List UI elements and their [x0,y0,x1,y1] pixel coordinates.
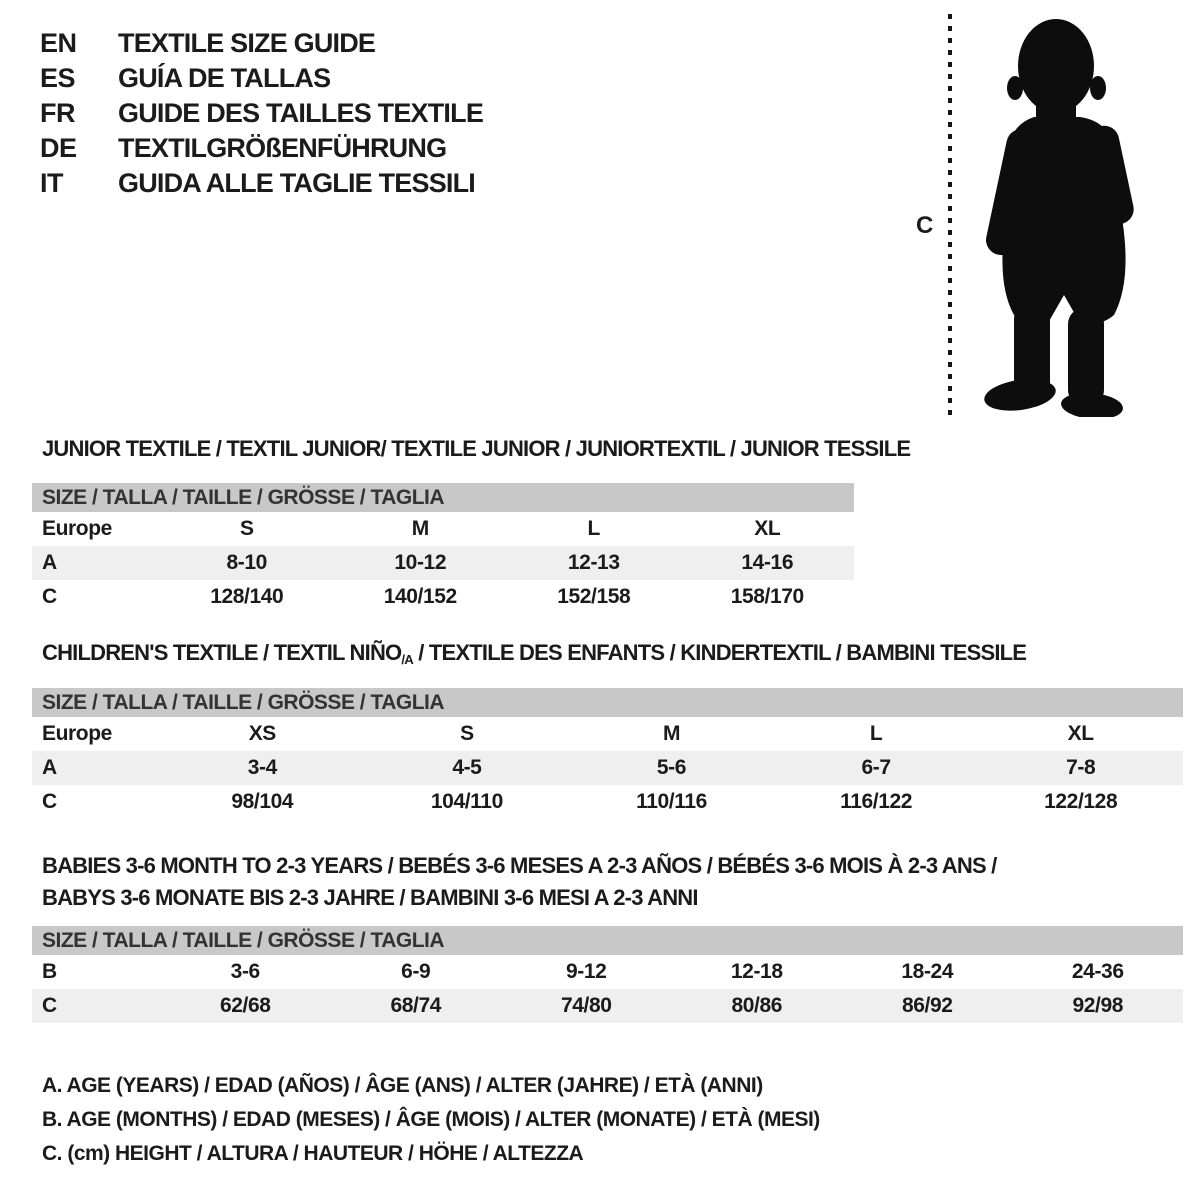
age-cell: 24-36 [1071,960,1124,983]
age-cell: 10-12 [394,551,447,574]
children-title-main: CHILDREN'S TEXTILE / TEXTIL NIÑO [42,640,402,665]
row-label-age-years: A [42,551,57,574]
height-cell: 152/158 [557,585,631,608]
height-cell: 140/152 [383,585,457,608]
age-cell: 6-9 [401,960,431,983]
measure-legend [42,1069,820,1171]
height-cell: 116/122 [840,790,913,813]
age-cell: 9-12 [566,960,607,983]
guide-title-es: GUÍA DE TALLAS [118,63,331,93]
age-cell: 18-24 [901,960,954,983]
age-cell: 12-13 [567,551,620,574]
age-cell: 3-6 [230,960,260,983]
language-row-it [40,166,483,201]
language-row-fr [40,96,483,131]
size-cell: S [239,517,254,540]
height-cell: 92/98 [1072,994,1124,1017]
height-cell: 110/116 [636,790,707,813]
language-code: ES [40,63,76,93]
table-row [32,546,854,580]
row-label-age-months: B [42,960,57,983]
guide-title-de: TEXTILGRÖßENFÜHRUNG [118,133,447,163]
language-code: FR [40,98,75,128]
babies-size-table [32,926,1183,1023]
language-code: IT [40,168,63,198]
height-cell: 74/80 [560,994,612,1017]
height-measure-label: C [916,212,934,239]
table-row [32,955,1183,989]
children-size-table [32,688,1183,819]
size-cell: XS [248,722,276,745]
height-cell: 86/92 [901,994,953,1017]
guide-title-en: TEXTILE SIZE GUIDE [118,28,376,58]
size-cell: L [587,517,600,540]
size-cell: XL [754,517,781,540]
toddler-silhouette-icon [962,13,1138,417]
age-cell: 12-18 [730,960,783,983]
guide-title-fr: GUIDE DES TAILLES TEXTILE [118,98,484,128]
height-cell: 122/128 [1044,790,1118,813]
children-title-rest: / TEXTILE DES ENFANTS / KINDERTEXTIL / BAMBINI TESSILE [412,640,1027,665]
junior-size-table [32,483,854,614]
children-size-header-bar: SIZE / TALLA / TAILLE / GRÖSSE / TAGLIA [32,688,1183,717]
junior-size-header-bar: SIZE / TALLA / TAILLE / GRÖSSE / TAGLIA [32,483,854,512]
row-label-age-years: A [42,756,57,779]
junior-section-title: JUNIOR TEXTILE / TEXTIL JUNIOR/ TEXTILE JUNIOR / JUNIORTEXTIL / JUNIOR TESSILE [42,436,911,461]
height-cell: 68/74 [390,994,442,1017]
guide-title-it: GUIDA ALLE TAGLIE TESSILI [118,168,475,198]
table-row [32,989,1183,1023]
table-row [32,751,1183,785]
size-cell: M [411,517,429,540]
language-row-de [40,131,483,166]
table-row [32,785,1183,819]
legend-line-a: A. AGE (YEARS) / EDAD (AÑOS) / ÂGE (ANS) / ALTER (JAHRE) / ETÀ (ANNI) [42,1074,763,1097]
size-cell: S [460,722,474,745]
height-cell: 104/110 [430,790,503,813]
table-row [32,512,854,546]
height-cell: 80/86 [731,994,783,1017]
babies-title-line1: BABIES 3-6 MONTH TO 2-3 YEARS / BEBÉS 3-6 MESES A 2-3 AÑOS / BÉBÉS 3-6 MOIS À 2-3 ANS / [42,853,997,878]
size-cell: L [869,722,883,745]
height-measure-dashed-line [948,14,952,417]
age-cell: 4-5 [452,756,482,779]
height-cell: 62/68 [219,994,271,1017]
language-code: EN [40,28,77,58]
language-row-es [40,61,483,96]
size-cell: M [662,722,681,745]
legend-line-c: C. (cm) HEIGHT / ALTURA / HAUTEUR / HÖHE / ALTEZZA [42,1142,584,1165]
language-title-block [40,26,483,201]
age-cell: 8-10 [226,551,267,574]
legend-line-b: B. AGE (MONTHS) / EDAD (MESES) / ÂGE (MOIS) / ALTER (MONATE) / ETÀ (MESI) [42,1108,820,1131]
row-label-europe: Europe [42,517,112,540]
babies-size-header-bar: SIZE / TALLA / TAILLE / GRÖSSE / TAGLIA [32,926,1183,955]
age-cell: 3-4 [247,756,277,779]
age-cell: 7-8 [1066,756,1096,779]
row-label-height-cm: C [42,790,57,813]
height-cell: 128/140 [210,585,284,608]
table-row [32,717,1183,751]
height-cell: 158/170 [730,585,804,608]
children-title-subscript: /A [401,652,413,667]
size-cell: XL [1067,722,1094,745]
row-label-height-cm: C [42,585,57,608]
babies-title-line2: BABYS 3-6 MONATE BIS 2-3 JAHRE / BAMBINI 3-6 MESI A 2-3 ANNI [42,885,698,910]
table-row [32,580,854,614]
language-row-en [40,26,483,61]
children-section-title [42,640,1026,666]
age-cell: 6-7 [861,756,891,779]
babies-section-title [42,850,996,914]
age-cell: 14-16 [741,551,794,574]
row-label-height-cm: C [42,994,57,1017]
row-label-europe: Europe [42,722,112,745]
height-cell: 98/104 [231,790,294,813]
age-cell: 5-6 [656,756,687,779]
language-code: DE [40,133,77,163]
